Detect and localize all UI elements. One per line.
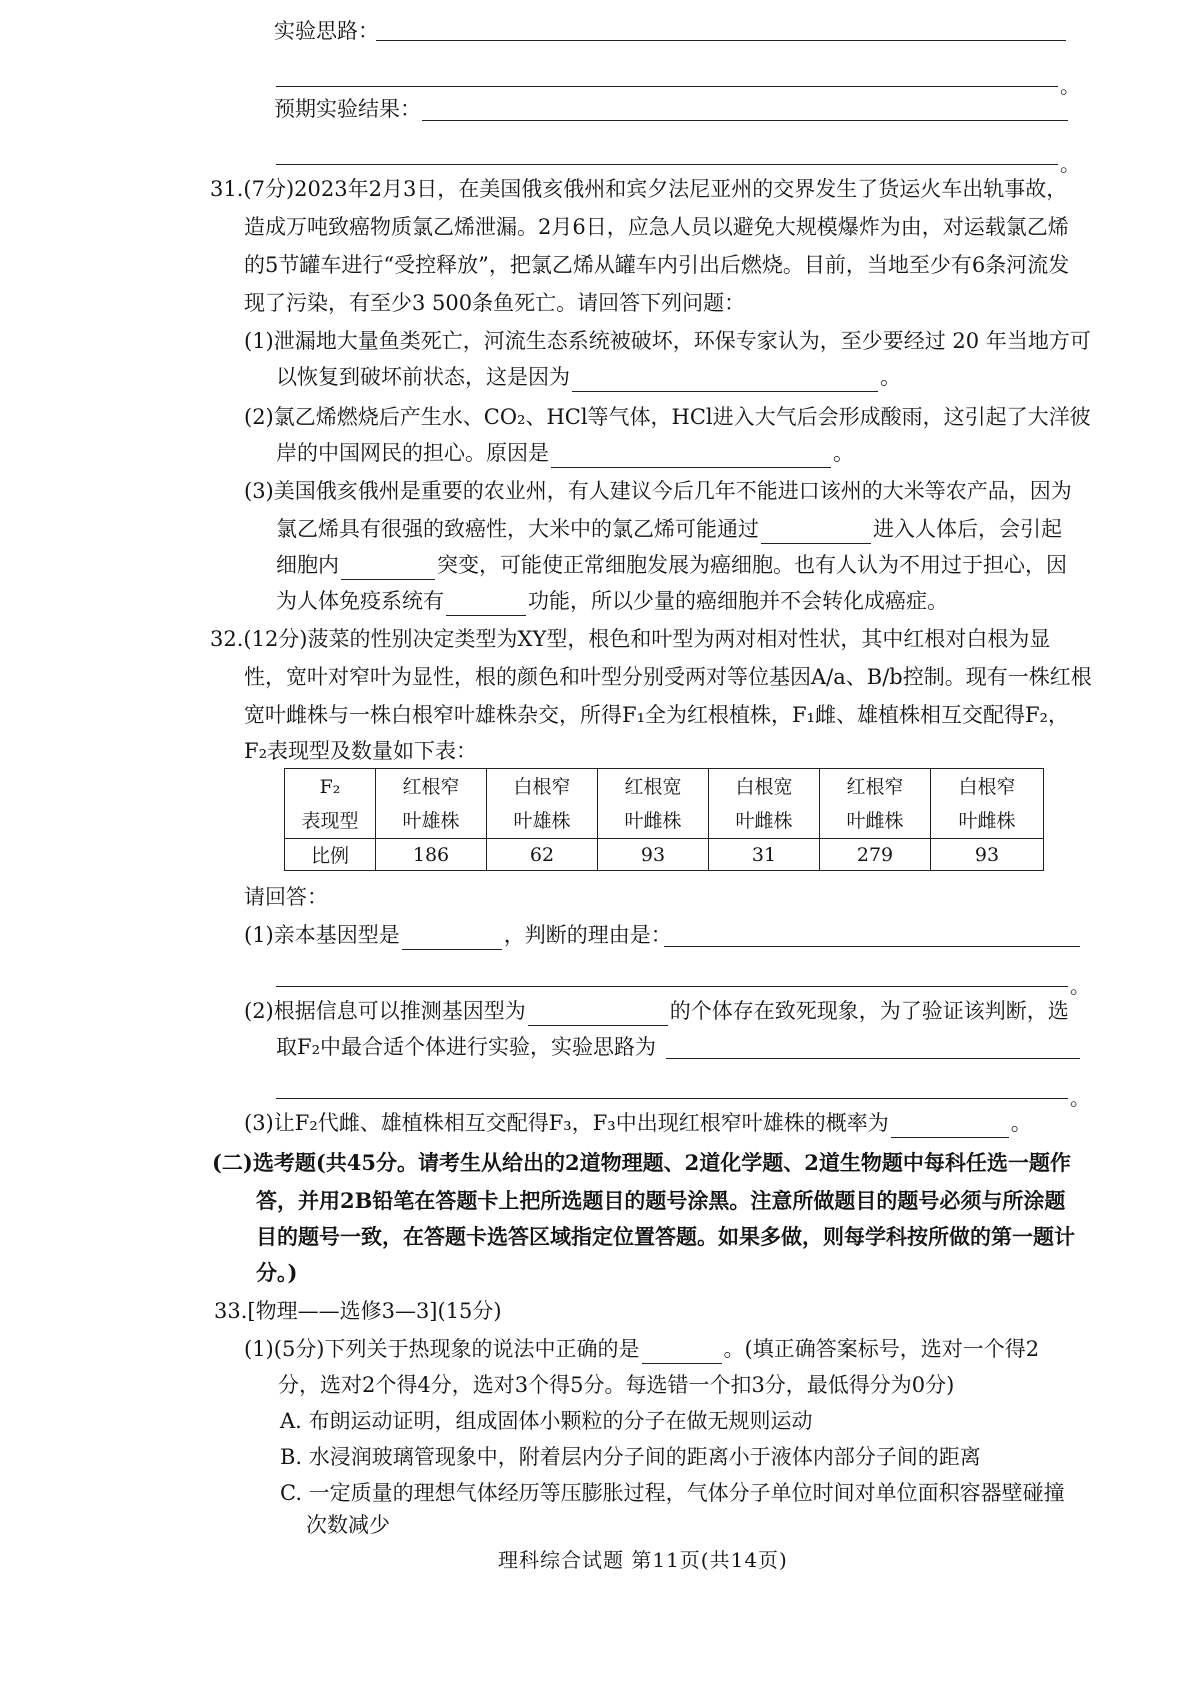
phenotype-text: 叶雌株 bbox=[735, 809, 793, 832]
q31-stem-line: 的5节罐车进行“受控释放”，把氯乙烯从罐车内引出后燃烧。目前，当地至少有6条河流发 bbox=[244, 253, 1070, 277]
q31-part2-text: 岸的中国网民的担心。原因是 bbox=[276, 441, 549, 465]
phenotype-text: 白根窄 bbox=[958, 775, 1016, 798]
ratio-value: 62 bbox=[487, 839, 598, 871]
q32-lethal-genotype-blank[interactable] bbox=[528, 1003, 668, 1026]
q32-part1-text: (1)亲本基因型是 bbox=[244, 923, 400, 947]
q32-stem-line: 32.(12分)菠菜的性别决定类型为XY型，根色和叶型为两对相对性状，其中红根对白根为显 bbox=[210, 627, 1051, 651]
period: 。 bbox=[1070, 1086, 1090, 1110]
phenotype-text: 叶雄株 bbox=[513, 809, 571, 832]
q33-part1-line bbox=[244, 1334, 1039, 1364]
elective-instruction-line: 目的题号一致，在答题卡选答区域指定位置答题。如果多做，则每学科按所做的第一题计 bbox=[256, 1224, 1075, 1249]
table-header-text: F₂ bbox=[319, 775, 341, 798]
phenotype-text: 红根窄 bbox=[846, 775, 904, 798]
q31-part2-answer-blank[interactable] bbox=[551, 445, 831, 468]
q33-title: 33.[物理——选修3—3](15分) bbox=[214, 1299, 502, 1323]
table-cell bbox=[709, 769, 820, 839]
q31-part1-line: (1)泄漏地大量鱼类死亡，河流生态系统被破坏，环保专家认为，至少要经过 20 年当地方可 bbox=[244, 329, 1091, 353]
phenotype-text: 白根宽 bbox=[735, 775, 793, 798]
q32-part3-line bbox=[244, 1108, 1032, 1138]
q32-part2-line bbox=[244, 996, 1069, 1026]
elective-instruction-line: 答，并用2B铅笔在答题卡上把所选题目的题号涂黑。注意所做题目的题号必须与所涂题 bbox=[256, 1188, 1066, 1213]
table-cell bbox=[376, 769, 487, 839]
expected-result-label: 预期实验结果： bbox=[274, 97, 421, 121]
q31-part2-line: (2)氯乙烯燃烧后产生水、CO₂、HCl等气体，HCl进入大气后会形成酸雨，这引起了大洋彼 bbox=[244, 405, 1091, 429]
experiment-idea-label: 实验思路： bbox=[274, 19, 379, 43]
q33-option-c-cont: 次数减少 bbox=[306, 1513, 390, 1537]
q32-experiment-blank-1[interactable] bbox=[666, 1058, 1080, 1059]
q31-part3-line: (3)美国俄亥俄州是重要的农业州，有人建议今后几年不能进口该州的大米等农产品，因为 bbox=[244, 479, 1072, 503]
expected-result-blank-1[interactable] bbox=[422, 120, 1068, 121]
period: 。 bbox=[1010, 1111, 1032, 1135]
period: 。 bbox=[880, 365, 901, 389]
table-cell bbox=[598, 769, 709, 839]
q33-part1-text: 。(填正确答案标号，选对一个得2 bbox=[723, 1337, 1040, 1361]
q31-stem-line: 现了污染，有至少3 500条鱼死亡。请回答下列问题： bbox=[244, 291, 746, 315]
q33-option-b: B. 水浸润玻璃管现象中，附着层内分子间的距离小于液体内部分子间的距离 bbox=[280, 1445, 981, 1469]
q31-part3-text: 突变，可能使正常细胞发展为癌细胞。也有人认为不用过于担心，因 bbox=[437, 553, 1067, 577]
q32-part2-text: 的个体存在致死现象，为了验证该判断，选 bbox=[669, 999, 1069, 1023]
q31-part3-blank-route[interactable] bbox=[761, 521, 871, 544]
ratio-value: 186 bbox=[376, 839, 487, 871]
q32-part3-text: (3)让F₂代雌、雄植株相互交配得F₃，F₃中出现红根窄叶雄株的概率为 bbox=[244, 1111, 889, 1135]
ratio-value: 93 bbox=[931, 839, 1044, 871]
q31-part3-text: 进入人体后，会引起 bbox=[873, 517, 1062, 541]
q31-part3-line bbox=[276, 514, 1062, 544]
q32-parent-genotype-blank[interactable] bbox=[402, 927, 502, 950]
table-cell bbox=[820, 769, 931, 839]
q32-probability-blank[interactable] bbox=[891, 1115, 1009, 1138]
period: 。 bbox=[833, 441, 854, 465]
experiment-idea-blank-2[interactable] bbox=[276, 86, 1058, 87]
q32-ask: 请回答： bbox=[244, 885, 328, 909]
period: 。 bbox=[1060, 152, 1080, 176]
q33-answer-blank[interactable] bbox=[642, 1341, 722, 1364]
q31-part1-answer-blank[interactable] bbox=[572, 369, 878, 392]
q32-stem-line: 宽叶雌株与一株白根窄叶雄株杂交，所得F₁全为红根植株，F₁雌、雄植株相互交配得F₂， bbox=[244, 703, 1069, 727]
ratio-value: 93 bbox=[598, 839, 709, 871]
phenotype-text: 叶雌株 bbox=[624, 809, 682, 832]
phenotype-text: 红根窄 bbox=[402, 775, 460, 798]
q33-part1-text: (1)(5分)下列关于热现象的说法中正确的是 bbox=[244, 1337, 640, 1361]
q32-reason-blank-2[interactable] bbox=[276, 986, 1068, 987]
q33-option-a: A. 布朗运动证明，组成固体小颗粒的分子在做无规则运动 bbox=[280, 1409, 813, 1433]
q31-part3-text: 细胞内 bbox=[276, 553, 339, 577]
q31-part3-text: 氯乙烯具有很强的致癌性，大米中的氯乙烯可能通过 bbox=[276, 517, 759, 541]
q31-part1-line bbox=[276, 362, 901, 392]
expected-result-blank-2[interactable] bbox=[276, 164, 1058, 165]
q32-part2-text: (2)根据信息可以推测基因型为 bbox=[244, 999, 526, 1023]
q31-part3-line bbox=[276, 586, 948, 616]
q31-part3-text: 功能，所以少量的癌细胞并不会转化成癌症。 bbox=[528, 589, 948, 613]
phenotype-text: 叶雌株 bbox=[958, 809, 1016, 832]
experiment-idea-blank-1[interactable] bbox=[376, 40, 1066, 41]
q32-part1-text: ，判断的理由是： bbox=[503, 923, 672, 947]
q32-stem-line: F₂表现型及数量如下表： bbox=[244, 739, 477, 763]
q33-part1-text: 分，选对2个得4分，选对3个得5分。每选错一个扣3分，最低得分为0分) bbox=[278, 1373, 955, 1397]
ratio-value: 31 bbox=[709, 839, 820, 871]
page-footer: 理科综合试题 第11页(共14页) bbox=[498, 1548, 788, 1572]
q31-part3-blank-gene[interactable] bbox=[341, 557, 435, 580]
q32-reason-blank-1[interactable] bbox=[664, 946, 1080, 947]
q31-stem-line: 31.(7分)2023年2月3日，在美国俄亥俄州和宾夕法尼亚州的交界发生了货运火车出轨事故， bbox=[210, 177, 1068, 201]
elective-instruction-line: (二)选考题(共45分。请考生从给出的2道物理题、2道化学题、2道生物题中每科任选一题作 bbox=[212, 1150, 1071, 1175]
q31-part1-text: 以恢复到破坏前状态，这是因为 bbox=[276, 365, 570, 389]
q32-part1-line bbox=[244, 920, 672, 950]
q31-part3-text: 为人体免疫系统有 bbox=[276, 589, 444, 613]
q32-stem-line: 性，宽叶对窄叶为显性，根的颜色和叶型分别受两对等位基因A/a、B/b控制。现有一株红根 bbox=[244, 665, 1092, 689]
elective-instruction-line: 分。) bbox=[256, 1260, 298, 1285]
table-cell bbox=[931, 769, 1044, 839]
q33-option-c: C. 一定质量的理想气体经历等压膨胀过程，气体分子单位时间对单位面积容器壁碰撞 bbox=[280, 1481, 1065, 1505]
q32-experiment-blank-2[interactable] bbox=[276, 1098, 1068, 1099]
period: 。 bbox=[1060, 74, 1080, 98]
q32-part2-text: 取F₂中最合适个体进行实验，实验思路为 bbox=[276, 1035, 656, 1059]
phenotype-text: 白根窄 bbox=[513, 775, 571, 798]
period: 。 bbox=[1070, 974, 1090, 998]
table-header-cell bbox=[285, 769, 376, 839]
q31-stem-line: 造成万吨致癌物质氯乙烯泄漏。2月6日，应急人员以避免大规模爆炸为由，对运载氯乙烯 bbox=[244, 215, 1069, 239]
q31-part3-blank-function[interactable] bbox=[446, 593, 526, 616]
ratio-label: 比例 bbox=[285, 839, 376, 871]
f2-phenotype-table bbox=[284, 768, 1044, 871]
ratio-value: 279 bbox=[820, 839, 931, 871]
table-header-text: 表现型 bbox=[301, 809, 359, 832]
q31-part3-line bbox=[276, 550, 1067, 580]
q31-part2-line bbox=[276, 438, 854, 468]
table-cell bbox=[487, 769, 598, 839]
phenotype-text: 叶雄株 bbox=[402, 809, 460, 832]
phenotype-text: 叶雌株 bbox=[846, 809, 904, 832]
phenotype-text: 红根宽 bbox=[624, 775, 682, 798]
